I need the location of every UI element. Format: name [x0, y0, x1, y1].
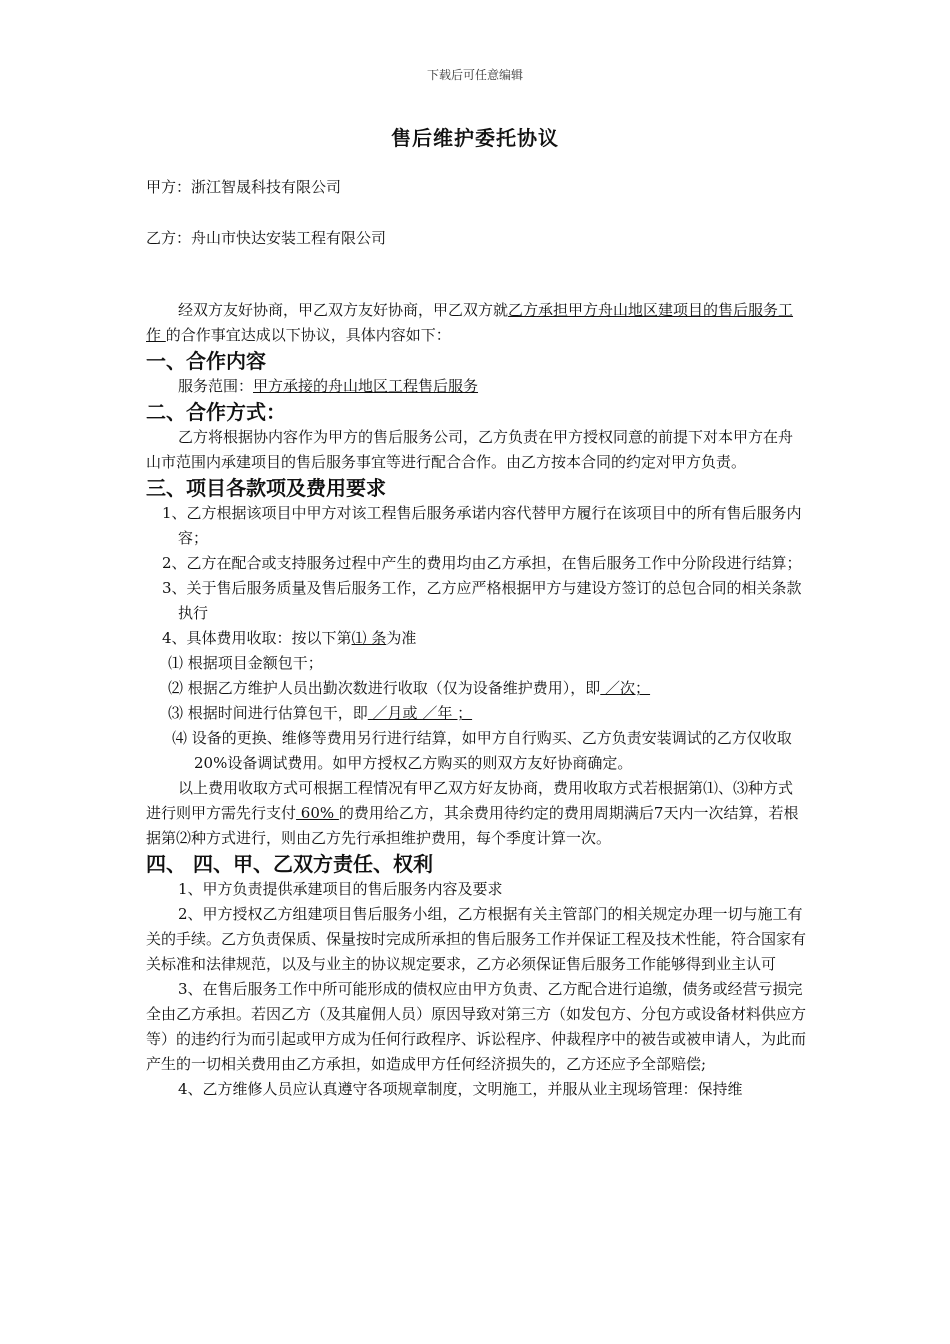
- section-4-item-2: 2、甲方授权乙方组建项目售后服务小组，乙方根据有关主管部门的相关规定办理一切与施工有关的手续。乙方负责保质、保量按时完成所承担的售后服务工作并保证工程及技术性能，符合国家有关标准和法律规范，以及与业主的协议规定要求，乙方必须保证售后服务工作能够得到业主认可: [146, 905, 807, 973]
- section-1-heading: 一、合作内容: [146, 349, 266, 373]
- section-2-heading: 二、合作方式：: [146, 400, 286, 424]
- section-2-text: 乙方将根据协内容作为甲方的售后服务公司，乙方负责在甲方授权同意的前提下对本甲方在舟山市范围内承建项目的售后服务事宜等进行配合合作。由乙方按本合同的约定对甲方负责。: [146, 428, 794, 471]
- agreement-body: [146, 298, 806, 1102]
- party-a: 甲方：浙江智晟科技有限公司: [146, 178, 342, 196]
- scope-value: 甲方承接的舟山地区工程售后服务: [253, 377, 479, 395]
- fee-option-1: ⑴ 根据项目金额包干；: [168, 654, 323, 672]
- option-2-text: ⑵ 根据乙方维护人员出勤次数进行收取（仅为设备维护费用），即: [168, 679, 601, 697]
- option-3-text: ⑶ 根据时间进行估算包干，即: [168, 704, 368, 722]
- fee-option-2: [146, 676, 806, 701]
- item-4-text-end: 为准: [386, 629, 417, 647]
- header-note: 下载后可任意编辑: [426, 68, 523, 82]
- intro-text: 经双方友好协商，甲乙双方友好协商，甲乙双方就: [178, 301, 509, 319]
- section-4-item-1: 1、甲方负责提供承建项目的售后服务内容及要求: [178, 880, 503, 898]
- section-3-item-3: 3、关于售后服务质量及售后服务工作，乙方应严格根据甲方与建设方签订的总包合同的相关条款执行: [162, 579, 802, 622]
- service-scope: [146, 374, 806, 399]
- intro-paragraph: [146, 298, 806, 348]
- party-b: 乙方：舟山市快达安装工程有限公司: [146, 229, 387, 247]
- fee-note: [146, 776, 806, 851]
- section-3-item-1: 1、乙方根据该项目中甲方对该工程售后服务承诺内容代替甲方履行在该项目中的所有售后服务内容；: [162, 504, 802, 547]
- section-4-item-4: 4、乙方维修人员应认真遵守各项规章制度，文明施工，并服从业主现场管理：保持维: [178, 1080, 743, 1098]
- fee-note-percent: 60%: [296, 804, 339, 822]
- fee-note-text: 以上费用收取方式可根据工程情况有甲乙双方好友协商，费用收取方式若根据第⑴、⑶种方式进行则甲方需先行支付: [146, 779, 794, 822]
- section-4-heading: 四、 四、甲、乙双方责任、权利: [146, 852, 433, 876]
- intro-text-end: 的合作事宜达成以下协议，具体内容如下：: [165, 326, 451, 344]
- option-2-blank: ／次；: [600, 679, 651, 697]
- intro-underlined: 乙方承担甲方舟山地区建项目的售后服务工作: [146, 301, 794, 344]
- option-3-blank: ／月或 ／年 ；: [367, 704, 473, 722]
- fee-option-3: [146, 701, 806, 726]
- scope-label: 服务范围：: [178, 377, 254, 395]
- fee-option-4: ⑷ 设备的更换、维修等费用另行进行结算，如甲方自行购买、乙方负责安装调试的乙方仅收取20%设备调试费用。如甲方授权乙方购买的则双方友好协商确定。: [172, 729, 792, 772]
- item-4-choice: ⑴ 条: [351, 629, 387, 647]
- section-4-item-3: 3、在售后服务工作中所可能形成的债权应由甲方负责、乙方配合进行追缴，债务或经营亏损完全由乙方承担。若因乙方（及其雇佣人员）原因导致对第三方（如发包方、分包方或设备材料供应方等）的违约行为而引起或甲方成为任何行政程序、诉讼程序、仲裁程序中的被告或被申请人，为此而产生的一切相关费用由乙方承担，如造成甲方任何经济损失的，乙方还应予全部赔偿;: [146, 980, 807, 1073]
- item-4-text: 4、具体费用收取：按以下第: [162, 629, 352, 647]
- section-3-item-2: 2、乙方在配合或支持服务过程中产生的费用均由乙方承担，在售后服务工作中分阶段进行结算；: [162, 554, 802, 572]
- fee-note-text-end: 的费用给乙方，其余费用待约定的费用周期满后7天内一次结算，若根据第⑵种方式进行，则由乙方先行承担维护费用，每个季度计算一次。: [146, 804, 799, 847]
- section-3-heading: 三、项目各款项及费用要求: [146, 476, 386, 500]
- document-title: 售后维护委托协议: [391, 126, 559, 150]
- section-3-item-4: [146, 626, 806, 651]
